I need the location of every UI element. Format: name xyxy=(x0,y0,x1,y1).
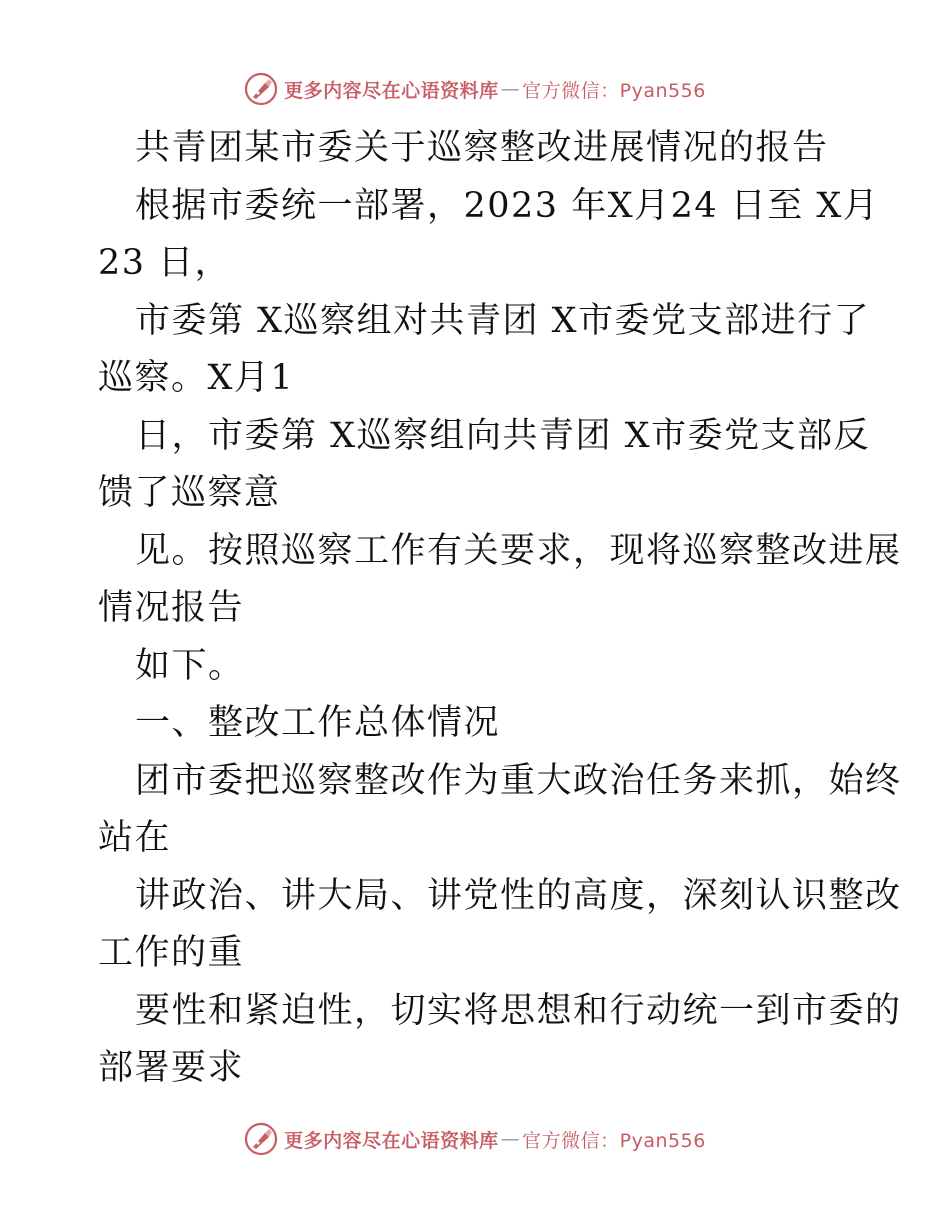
text-line: 情况报告 xyxy=(98,588,245,628)
text-line: 馈了巡察意 xyxy=(98,473,281,513)
header-watermark-banner xyxy=(0,72,950,106)
banner-prefix-text: 更多内容尽在心语资料库 xyxy=(284,79,499,102)
section-heading: 一、整改工作总体情况 xyxy=(135,703,501,743)
text-line: 团市委把巡察整改作为重大政治任务来抓，始终 xyxy=(135,760,902,801)
document-body xyxy=(98,120,902,1098)
banner-dash: — xyxy=(500,78,521,100)
text-line: 见。按照巡察工作有关要求，现将巡察整改进展 xyxy=(135,530,902,571)
text-line: 如下。 xyxy=(135,645,245,686)
text-line: 市委第 X巡察组对共青团 X市委党支部进行了 xyxy=(135,300,871,341)
banner-prefix-text: 更多内容尽在心语资料库 xyxy=(284,1129,499,1152)
banner-dash: — xyxy=(500,1128,521,1150)
text-line: 部署要求 xyxy=(98,1048,245,1088)
text-line: 23 日， xyxy=(98,243,232,283)
banner-wechat-text: 官方微信：Pyan556 xyxy=(522,1129,706,1152)
text-line: 工作的重 xyxy=(98,933,245,973)
text-line: 日，市委第 X巡察组向共青团 X市委党支部反 xyxy=(135,415,871,456)
footer-watermark-banner xyxy=(0,1122,950,1156)
text-line: 要性和紧迫性，切实将思想和行动统一到市委的 xyxy=(135,990,902,1031)
text-line: 讲政治、讲大局、讲党性的高度，深刻认识整改 xyxy=(135,875,902,916)
pen-nib-logo-icon xyxy=(244,72,278,106)
document-title: 共青团某市委关于巡察整改进展情况的报告 xyxy=(135,128,829,168)
text-line: 根据市委统一部署，2023 年X月24 日至 X月 xyxy=(135,185,880,226)
pen-nib-logo-icon xyxy=(244,1122,278,1156)
text-line: 巡察。X月1 xyxy=(98,358,295,398)
text-line: 站在 xyxy=(98,818,172,858)
banner-wechat-text: 官方微信：Pyan556 xyxy=(522,79,706,102)
